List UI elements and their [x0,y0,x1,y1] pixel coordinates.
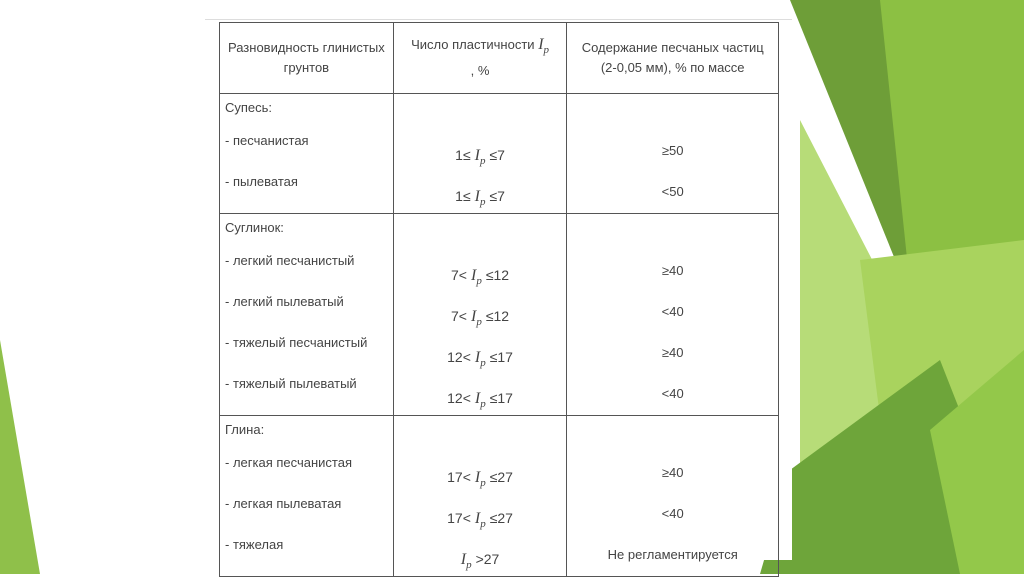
ip-symbol: $I_p$ [474,147,486,168]
range-right: ≤27 [489,469,513,485]
soil-variety-label: - пылеватая [225,174,298,189]
sand-content-value: ≥40 [661,263,684,278]
range-right: >27 [475,551,500,567]
sand-content-value: ≥50 [661,143,684,158]
range-left: 7< [451,267,467,283]
ip-symbol: $I_p$ [474,469,486,490]
sand-content-cell [567,94,779,214]
group-title: Супесь: [225,100,273,115]
plasticity-range [394,374,567,415]
group-title: Суглинок: [225,220,284,235]
soil-names-cell [220,94,394,214]
soil-names-cell [220,214,394,416]
plasticity-cell [393,214,567,416]
range-left: 12< [447,349,471,365]
range-right: ≤7 [489,188,505,204]
soil-variety-label: - легкий пылеватый [225,294,344,309]
range-left: 1≤ [455,147,471,163]
sand-content-value: Не регламентируется [607,547,738,562]
ip-symbol: $I_p$ [460,551,472,572]
soil-variety-label: - тяжелый пылеватый [225,376,357,391]
plasticity-range [394,251,567,292]
plasticity-range [394,292,567,333]
left-green-sliver [0,340,40,574]
plasticity-range [394,494,567,535]
plasticity-range [394,453,567,494]
ip-symbol: $I_p$ [470,267,482,288]
plasticity-range [394,131,567,172]
table-row [220,416,779,577]
range-right: ≤17 [489,390,513,406]
header-row [220,23,779,94]
plasticity-range [394,535,567,576]
soil-variety-label: - тяжелый песчанистый [225,335,368,350]
soil-variety-label: - легкая песчанистая [225,455,352,470]
soil-names-cell [220,416,394,577]
range-right: ≤27 [489,510,513,526]
soil-variety-label: - легкая пылеватая [225,496,342,511]
soil-variety-label: - легкий песчанистый [225,253,355,268]
header-soil-type: Разновидность глинистых грунтов [220,23,394,94]
range-left: 1≤ [455,188,471,204]
table-row [220,214,779,416]
sand-content-value: <50 [661,184,684,199]
range-right: ≤7 [489,147,505,163]
ip-symbol: $I_p$ [474,188,486,209]
plasticity-range [394,172,567,213]
ip-symbol: $I_p$ [470,308,482,329]
sand-content-value: <40 [661,304,684,319]
plasticity-cell [393,94,567,214]
range-left: 7< [451,308,467,324]
ip-symbol: $I_p$ [474,510,486,531]
table-row [220,94,779,214]
sand-content-cell [567,416,779,577]
plasticity-range [394,333,567,374]
sand-content-value: <40 [661,386,684,401]
soil-variety-label: - песчанистая [225,133,309,148]
plasticity-cell [393,416,567,577]
range-right: ≤17 [489,349,513,365]
range-left: 17< [447,510,471,526]
soil-classification-table [219,22,779,577]
sand-content-cell [567,214,779,416]
sand-content-value: <40 [661,506,684,521]
soil-variety-label: - тяжелая [225,537,284,552]
sand-content-value: ≥40 [661,465,684,480]
sheet-top-border [205,19,792,20]
group-title: Глина: [225,422,265,437]
ip-symbol: $I_p$ [474,349,486,370]
range-left: 17< [447,469,471,485]
range-left: 12< [447,390,471,406]
sand-content-value: ≥40 [661,345,684,360]
range-right: ≤12 [485,308,510,324]
header-plasticity: Число пластичности $I_p$ , % [393,23,567,94]
ip-symbol: $I_p$ [474,390,486,411]
header-sand-content: Содержание песчаных частиц (2-0,05 мм), % по массе [567,23,779,94]
range-right: ≤12 [485,267,510,283]
ip-symbol: $I_p$ [538,36,550,57]
